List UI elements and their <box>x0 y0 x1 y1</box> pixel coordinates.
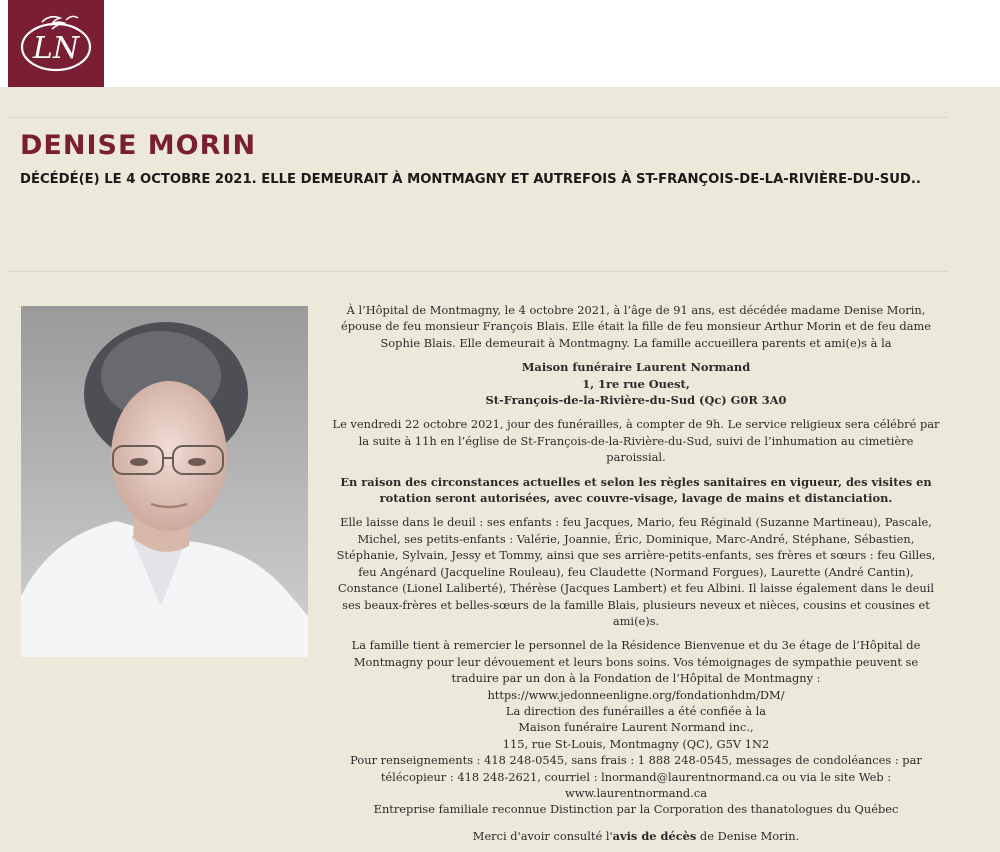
family-paragraph: Elle laisse dans le deuil : ses enfants : feu Jacques, Mario, feu Réginald (Suzanne Martineau), Pascale, Michel, ses petits-enfants : Valérie, Joannie, Éric, Dominique, Marc-André, Stéphane, Sébastien, Stéphanie, Sylvain, Jessy et Tommy, ainsi que ses arrière-petits-enfants, ses frères et sœurs : feu Gilles, feu Angénard (Jacqueline Rouleau), feu Claudette (Normand Forgues), Laurette (André Cantin), Constance (Lionel Laliberté), Thérèse (Jacques Lambert) et feu Albini. Il laisse également dans le deuil ses beaux-frères et belles-sœurs de la famille Blais, plusieurs neveux et nièces, cousins et cousines et ami(e)s. <box>336 515 936 628</box>
portrait-photo <box>21 306 308 657</box>
divider-top <box>8 117 948 118</box>
contact-line: Pour renseignements : 418 248-0545, sans frais : 1 888 248-0545, messages de condoléances : par télécopieur : 418 248-2621, courriel : lnormand@laurentnormand.ca ou via le site Web : www.laurentnormand.ca <box>350 753 922 800</box>
location-line: 1, 1re rue Ouest, <box>582 376 690 391</box>
svg-text:LN: LN <box>32 31 80 66</box>
thanks-line: 115, rue St-Louis, Montmagny (QC), G5V 1N2 <box>502 736 770 751</box>
page-subtitle: DÉCÉDÉ(E) LE 4 OCTOBRE 2021. ELLE DEMEURAIT À MONTMAGNY ET AUTREFOIS À ST-FRANÇOIS-DE-LA-RIVIÈRE-DU-SUD.. <box>20 172 921 187</box>
location-line: St-François-de-la-Rivière-du-Sud (Qc) G0R 3A0 <box>485 393 787 408</box>
location-block <box>330 359 942 408</box>
closing-suffix: de Denise Morin. <box>696 828 800 843</box>
thanks-block <box>330 637 942 817</box>
header-bar <box>0 0 1000 87</box>
obituary-link[interactable]: avis de décès <box>612 828 697 843</box>
logo-emblem-icon <box>8 0 104 87</box>
funeral-paragraph: Le vendredi 22 octobre 2021, jour des funérailles, à compter de 9h. Le service religieux sera célébré par la suite à 11h en l’église de St-François-de-la-Rivière-du-Sud, suivi de l’inhumation au cimetière paroissial. <box>332 417 940 465</box>
thanks-line: La direction des funérailles a été confiée à la <box>505 703 767 718</box>
thanks-line: Maison funéraire Laurent Normand inc., <box>518 720 754 735</box>
logo[interactable] <box>8 0 104 87</box>
closing-prefix: Merci d'avoir consulté l' <box>472 828 613 843</box>
obituary-text <box>330 302 942 852</box>
closing-line <box>330 828 942 844</box>
location-line: Maison funéraire Laurent Normand <box>521 360 751 375</box>
intro-paragraph: À l’Hôpital de Montmagny, le 4 octobre 2021, à l’âge de 91 ans, est décédée madame Denise Morin, épouse de feu monsieur François Blais. Elle était la fille de feu monsieur Arthur Morin et de feu dame Sophie Blais. Elle demeurait à Montmagny. La famille accueillera parents et ami(e)s à la <box>340 303 932 350</box>
thanks-line: Entreprise familiale reconnue Distinction par la Corporation des thanatologues du Québec <box>373 802 899 817</box>
divider-bottom <box>8 271 948 272</box>
page-title: DENISE MORIN <box>20 130 257 161</box>
sanitary-notice: En raison des circonstances actuelles et selon les règles sanitaires en vigueur, des visites en rotation seront autorisées, avec couvre-visage, lavage de mains et distanciation. <box>340 474 932 506</box>
thanks-line: La famille tient à remercier le personnel de la Résidence Bienvenue et du 3e étage de l’Hôpital de Montmagny pour leur dévouement et leurs bons soins. Vos témoignages de sympathie peuvent se traduire par un don à la Fondation de l’Hôpital de Montmagny : https://www.jedonneenligne.org/fondationhdm/DM/ <box>351 638 921 702</box>
